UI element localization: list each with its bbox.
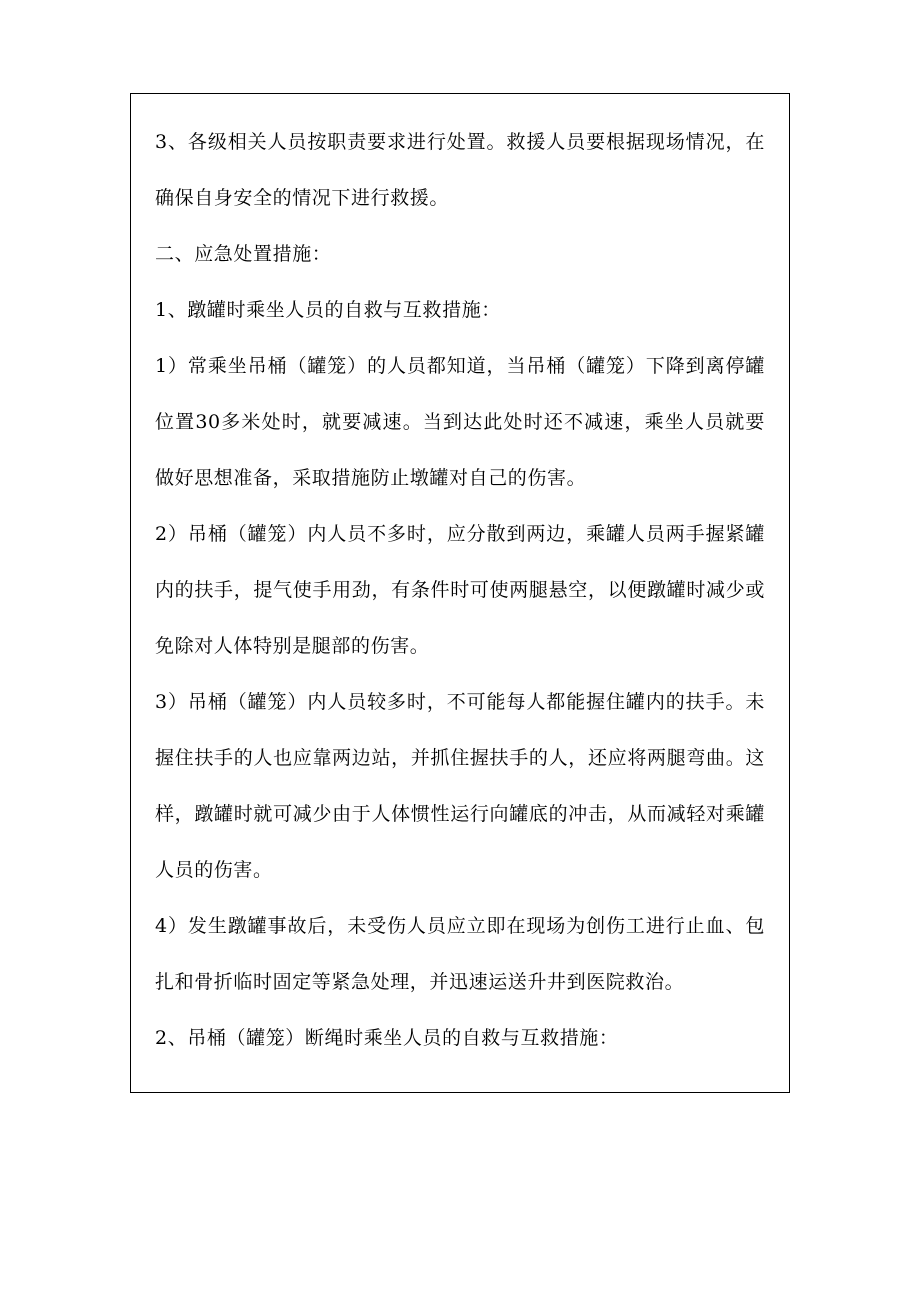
- paragraph: 3、各级相关人员按职责要求进行处置。救援人员要根据现场情况，在确保自身安全的情况下进行救援。: [155, 131, 765, 209]
- paragraph: 3）吊桶（罐笼）内人员较多时，不可能每人都能握住罐内的扶手。未握住扶手的人也应靠两边站，并抓住握扶手的人，还应将两腿弯曲。这样，蹾罐时就可减少由于人体惯性运行向罐底的冲击，从而减轻对乘罐人员的伤害。: [155, 691, 765, 881]
- paragraph: 2）吊桶（罐笼）内人员不多时，应分散到两边，乘罐人员两手握紧罐内的扶手，提气使手用劲，有条件时可使两腿悬空，以便蹾罐时减少或免除对人体特别是腿部的伤害。: [155, 523, 765, 657]
- paragraph: 1）常乘坐吊桶（罐笼）的人员都知道，当吊桶（罐笼）下降到离停罐位置30多米处时，就要减速。当到达此处时还不减速，乘坐人员就要做好思想准备，采取措施防止墩罐对自己的伤害。: [155, 355, 765, 489]
- paragraph: 2、吊桶（罐笼）断绳时乘坐人员的自救与互救措施：: [155, 1027, 619, 1049]
- paragraph: 4）发生蹾罐事故后，未受伤人员应立即在现场为创伤工进行止血、包扎和骨折临时固定等紧急处理，并迅速运送升井到医院救治。: [155, 915, 765, 993]
- document-table: [130, 93, 790, 1093]
- section-heading: 二、应急处置措施：: [155, 243, 332, 265]
- document-table-cell: [131, 94, 789, 1092]
- paragraph: 1、蹾罐时乘坐人员的自救与互救措施：: [155, 299, 501, 321]
